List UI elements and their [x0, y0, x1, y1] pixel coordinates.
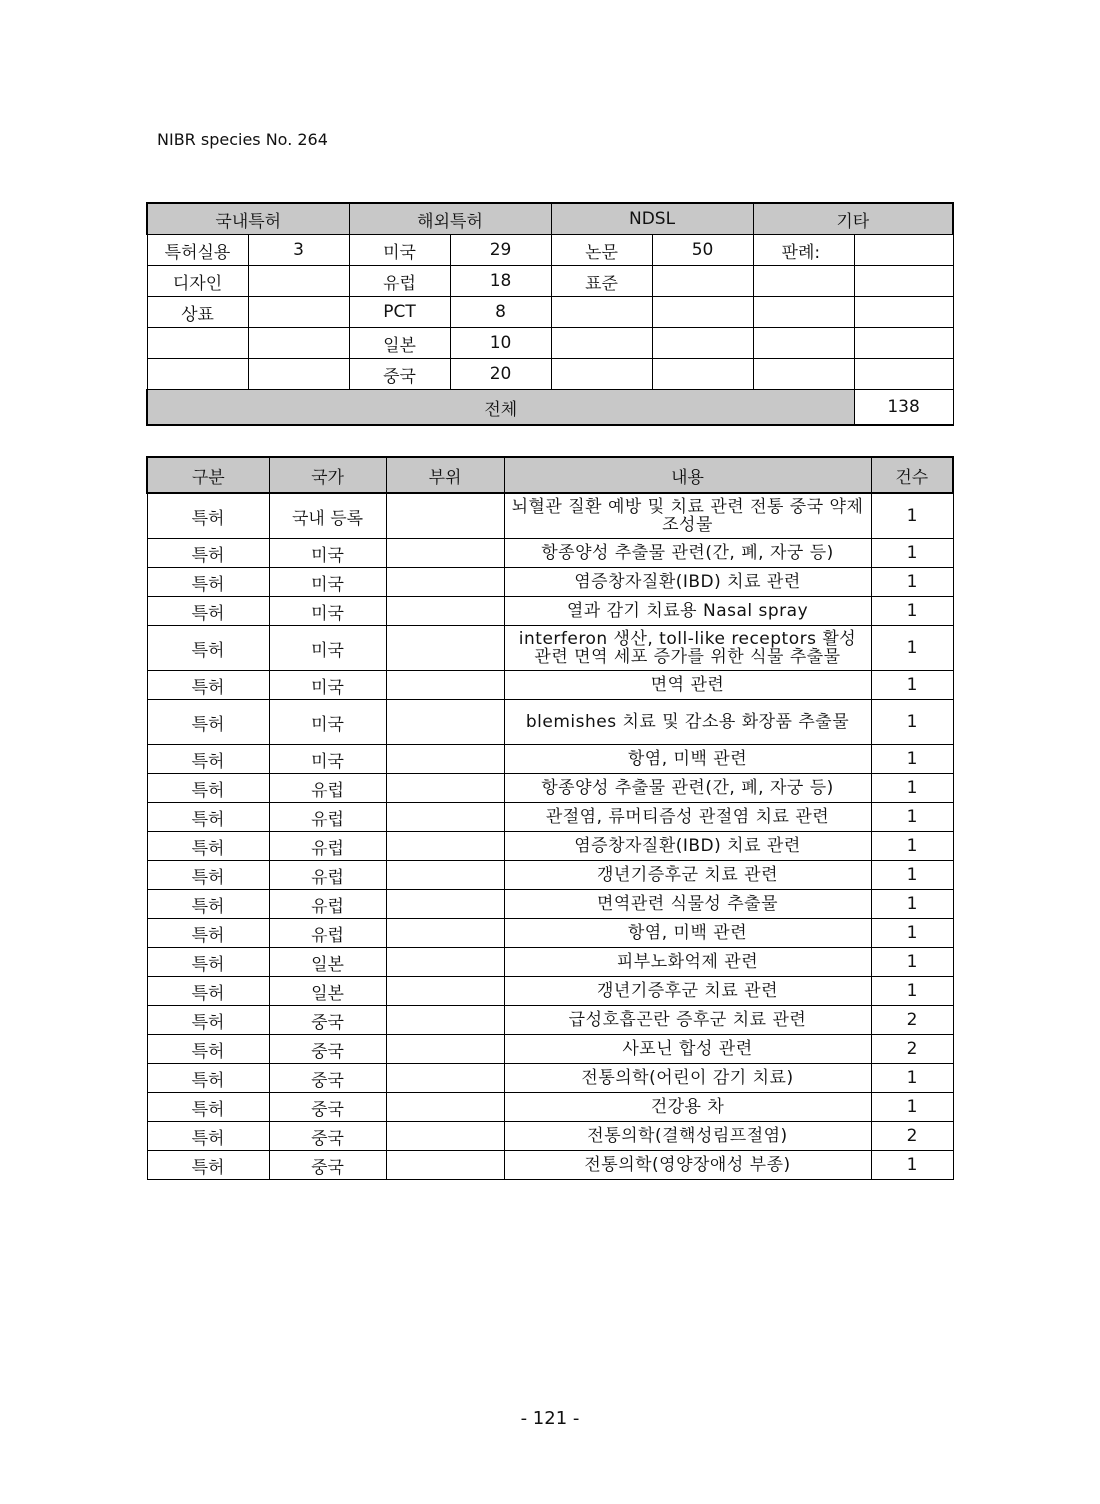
detail-cell-content: 항종양성 추출물 관련(간, 폐, 자궁 등) [504, 774, 871, 803]
summary-cell: 3 [248, 235, 349, 266]
summary-row [147, 266, 953, 297]
summary-total-row [147, 390, 953, 426]
summary-row [147, 297, 953, 328]
summary-cell [248, 328, 349, 359]
table-row [147, 597, 953, 626]
summary-row [147, 328, 953, 359]
detail-cell-country: 유럽 [269, 803, 386, 832]
detail-cell-part [386, 977, 504, 1006]
detail-cell-country: 미국 [269, 626, 386, 671]
detail-cell-category: 특허 [147, 671, 269, 700]
detail-cell-category: 특허 [147, 1093, 269, 1122]
detail-cell-part [386, 1035, 504, 1064]
total-value: 138 [854, 390, 953, 426]
detail-cell-count: 2 [871, 1035, 953, 1064]
detail-cell-country: 중국 [269, 1064, 386, 1093]
detail-cell-country: 중국 [269, 1151, 386, 1180]
detail-cell-count: 1 [871, 568, 953, 597]
summary-cell: 8 [450, 297, 551, 328]
detail-cell-country: 미국 [269, 671, 386, 700]
detail-cell-content: 항염, 미백 관련 [504, 745, 871, 774]
detail-header-country: 국가 [269, 457, 386, 493]
detail-cell-category: 특허 [147, 1035, 269, 1064]
species-label: NIBR species No. 264 [157, 130, 328, 149]
detail-cell-count: 1 [871, 597, 953, 626]
detail-cell-count: 1 [871, 774, 953, 803]
detail-cell-count: 1 [871, 977, 953, 1006]
detail-cell-category: 특허 [147, 745, 269, 774]
detail-cell-count: 1 [871, 493, 953, 539]
detail-cell-count: 2 [871, 1006, 953, 1035]
summary-row [147, 359, 953, 390]
summary-cell [652, 328, 753, 359]
detail-cell-country: 유럽 [269, 919, 386, 948]
detail-cell-content: 사포닌 합성 관련 [504, 1035, 871, 1064]
detail-cell-count: 1 [871, 948, 953, 977]
summary-cell [854, 359, 953, 390]
summary-header-row [147, 203, 953, 235]
detail-cell-country: 중국 [269, 1093, 386, 1122]
detail-cell-part [386, 1093, 504, 1122]
detail-cell-category: 특허 [147, 803, 269, 832]
summary-cell: 특허실용 [147, 235, 248, 266]
detail-cell-content: 염증창자질환(IBD) 치료 관련 [504, 568, 871, 597]
detail-cell-count: 1 [871, 671, 953, 700]
summary-cell [147, 359, 248, 390]
detail-cell-content: 급성호흡곤란 증후군 치료 관련 [504, 1006, 871, 1035]
table-row [147, 1122, 953, 1151]
table-row [147, 493, 953, 539]
table-row [147, 774, 953, 803]
summary-cell [652, 297, 753, 328]
summary-cell: 상표 [147, 297, 248, 328]
detail-cell-part [386, 803, 504, 832]
detail-cell-part [386, 626, 504, 671]
detail-body [147, 493, 953, 1180]
table-row [147, 1006, 953, 1035]
summary-row [147, 235, 953, 266]
detail-cell-part [386, 597, 504, 626]
detail-cell-country: 일본 [269, 977, 386, 1006]
detail-cell-category: 특허 [147, 890, 269, 919]
summary-cell: 디자인 [147, 266, 248, 297]
summary-cell [753, 359, 854, 390]
detail-cell-count: 1 [871, 1093, 953, 1122]
summary-cell [854, 266, 953, 297]
detail-cell-country: 유럽 [269, 832, 386, 861]
detail-cell-content: interferon 생산, toll-like receptors 활성 관련 면역 세포 증가를 위한 식물 추출물 [504, 626, 871, 671]
detail-cell-category: 특허 [147, 539, 269, 568]
detail-cell-count: 1 [871, 890, 953, 919]
detail-cell-category: 특허 [147, 1122, 269, 1151]
detail-cell-category: 특허 [147, 977, 269, 1006]
detail-cell-content: 전통의학(결핵성림프절염) [504, 1122, 871, 1151]
detail-cell-country: 중국 [269, 1035, 386, 1064]
detail-cell-count: 1 [871, 1064, 953, 1093]
detail-cell-part [386, 832, 504, 861]
detail-cell-content: 열과 감기 치료용 Nasal spray [504, 597, 871, 626]
summary-cell: 10 [450, 328, 551, 359]
summary-cell [753, 297, 854, 328]
detail-cell-content: 피부노화억제 관련 [504, 948, 871, 977]
detail-cell-part [386, 568, 504, 597]
detail-cell-country: 국내 등록 [269, 493, 386, 539]
detail-cell-category: 특허 [147, 861, 269, 890]
table-row [147, 948, 953, 977]
detail-cell-country: 중국 [269, 1122, 386, 1151]
detail-cell-category: 특허 [147, 493, 269, 539]
summary-cell: 중국 [349, 359, 450, 390]
detail-cell-part [386, 919, 504, 948]
summary-cell [248, 266, 349, 297]
table-row [147, 745, 953, 774]
summary-cell: 50 [652, 235, 753, 266]
detail-cell-content: 면역 관련 [504, 671, 871, 700]
detail-cell-category: 특허 [147, 700, 269, 745]
detail-cell-country: 유럽 [269, 861, 386, 890]
summary-cell: 미국 [349, 235, 450, 266]
detail-cell-count: 1 [871, 803, 953, 832]
detail-cell-category: 특허 [147, 1151, 269, 1180]
detail-cell-category: 특허 [147, 597, 269, 626]
detail-cell-content: 갱년기증후군 치료 관련 [504, 977, 871, 1006]
summary-cell [551, 297, 652, 328]
table-row [147, 671, 953, 700]
table-row [147, 1151, 953, 1180]
summary-cell: 표준 [551, 266, 652, 297]
table-row [147, 626, 953, 671]
detail-cell-part [386, 1122, 504, 1151]
detail-cell-country: 미국 [269, 568, 386, 597]
detail-cell-count: 1 [871, 626, 953, 671]
detail-header-category: 구분 [147, 457, 269, 493]
detail-cell-count: 1 [871, 1151, 953, 1180]
detail-cell-content: 갱년기증후군 치료 관련 [504, 861, 871, 890]
detail-cell-part [386, 493, 504, 539]
detail-cell-part [386, 671, 504, 700]
detail-cell-part [386, 890, 504, 919]
summary-cell: 18 [450, 266, 551, 297]
detail-cell-country: 미국 [269, 745, 386, 774]
summary-cell: 20 [450, 359, 551, 390]
detail-cell-country: 미국 [269, 539, 386, 568]
summary-header-domestic: 국내특허 [147, 203, 349, 235]
detail-cell-category: 특허 [147, 1064, 269, 1093]
table-row [147, 977, 953, 1006]
summary-cell [551, 359, 652, 390]
summary-header-overseas: 해외특허 [349, 203, 551, 235]
table-row [147, 1064, 953, 1093]
summary-header-other: 기타 [753, 203, 953, 235]
detail-cell-country: 미국 [269, 597, 386, 626]
summary-cell [147, 328, 248, 359]
detail-header-part: 부위 [386, 457, 504, 493]
table-row [147, 1035, 953, 1064]
table-row [147, 539, 953, 568]
detail-cell-part [386, 1151, 504, 1180]
summary-cell: 일본 [349, 328, 450, 359]
detail-cell-part [386, 948, 504, 977]
detail-cell-category: 특허 [147, 774, 269, 803]
detail-cell-part [386, 774, 504, 803]
detail-cell-category: 특허 [147, 568, 269, 597]
detail-header-content: 내용 [504, 457, 871, 493]
table-row [147, 568, 953, 597]
page-number: - 121 - [520, 1408, 580, 1429]
table-row [147, 861, 953, 890]
summary-cell [551, 328, 652, 359]
detail-cell-part [386, 539, 504, 568]
detail-header-row [147, 457, 953, 493]
table-row [147, 1093, 953, 1122]
detail-cell-country: 유럽 [269, 890, 386, 919]
detail-cell-content: 건강용 차 [504, 1093, 871, 1122]
detail-cell-category: 특허 [147, 626, 269, 671]
detail-cell-count: 1 [871, 745, 953, 774]
detail-cell-count: 1 [871, 700, 953, 745]
summary-cell [854, 235, 953, 266]
detail-cell-content: 항종양성 추출물 관련(간, 폐, 자궁 등) [504, 539, 871, 568]
detail-cell-category: 특허 [147, 919, 269, 948]
summary-cell [753, 266, 854, 297]
detail-cell-count: 2 [871, 1122, 953, 1151]
detail-cell-country: 유럽 [269, 774, 386, 803]
detail-cell-count: 1 [871, 832, 953, 861]
detail-cell-part [386, 745, 504, 774]
table-row [147, 890, 953, 919]
detail-cell-part [386, 1064, 504, 1093]
detail-cell-content: 관절염, 류머티즘성 관절염 치료 관련 [504, 803, 871, 832]
detail-cell-count: 1 [871, 861, 953, 890]
summary-cell: 판례: [753, 235, 854, 266]
detail-cell-country: 중국 [269, 1006, 386, 1035]
summary-cell [652, 266, 753, 297]
summary-table [146, 202, 954, 426]
summary-cell [652, 359, 753, 390]
summary-cell: 논문 [551, 235, 652, 266]
summary-cell [248, 297, 349, 328]
detail-header-count: 건수 [871, 457, 953, 493]
table-row [147, 919, 953, 948]
table-row [147, 832, 953, 861]
summary-cell: PCT [349, 297, 450, 328]
total-label: 전체 [147, 390, 854, 426]
summary-cell: 29 [450, 235, 551, 266]
detail-cell-category: 특허 [147, 832, 269, 861]
summary-cell [248, 359, 349, 390]
summary-cell [854, 297, 953, 328]
summary-cell [854, 328, 953, 359]
detail-cell-content: 면역관련 식물성 추출물 [504, 890, 871, 919]
detail-cell-part [386, 1006, 504, 1035]
detail-cell-category: 특허 [147, 1006, 269, 1035]
table-row [147, 803, 953, 832]
detail-cell-content: 염증창자질환(IBD) 치료 관련 [504, 832, 871, 861]
summary-cell [753, 328, 854, 359]
detail-cell-country: 미국 [269, 700, 386, 745]
detail-cell-content: 항염, 미백 관련 [504, 919, 871, 948]
detail-cell-part [386, 700, 504, 745]
detail-cell-content: 전통의학(어린이 감기 치료) [504, 1064, 871, 1093]
table-row [147, 700, 953, 745]
detail-cell-content: 뇌혈관 질환 예방 및 치료 관련 전통 중국 약제 조성물 [504, 493, 871, 539]
detail-cell-count: 1 [871, 539, 953, 568]
detail-cell-part [386, 861, 504, 890]
detail-cell-count: 1 [871, 919, 953, 948]
detail-cell-content: blemishes 치료 및 감소용 화장품 추출물 [504, 700, 871, 745]
summary-cell: 유럽 [349, 266, 450, 297]
detail-cell-country: 일본 [269, 948, 386, 977]
detail-cell-category: 특허 [147, 948, 269, 977]
detail-table [146, 456, 954, 1180]
detail-cell-content: 전통의학(영양장애성 부종) [504, 1151, 871, 1180]
summary-header-ndsl: NDSL [551, 203, 753, 235]
